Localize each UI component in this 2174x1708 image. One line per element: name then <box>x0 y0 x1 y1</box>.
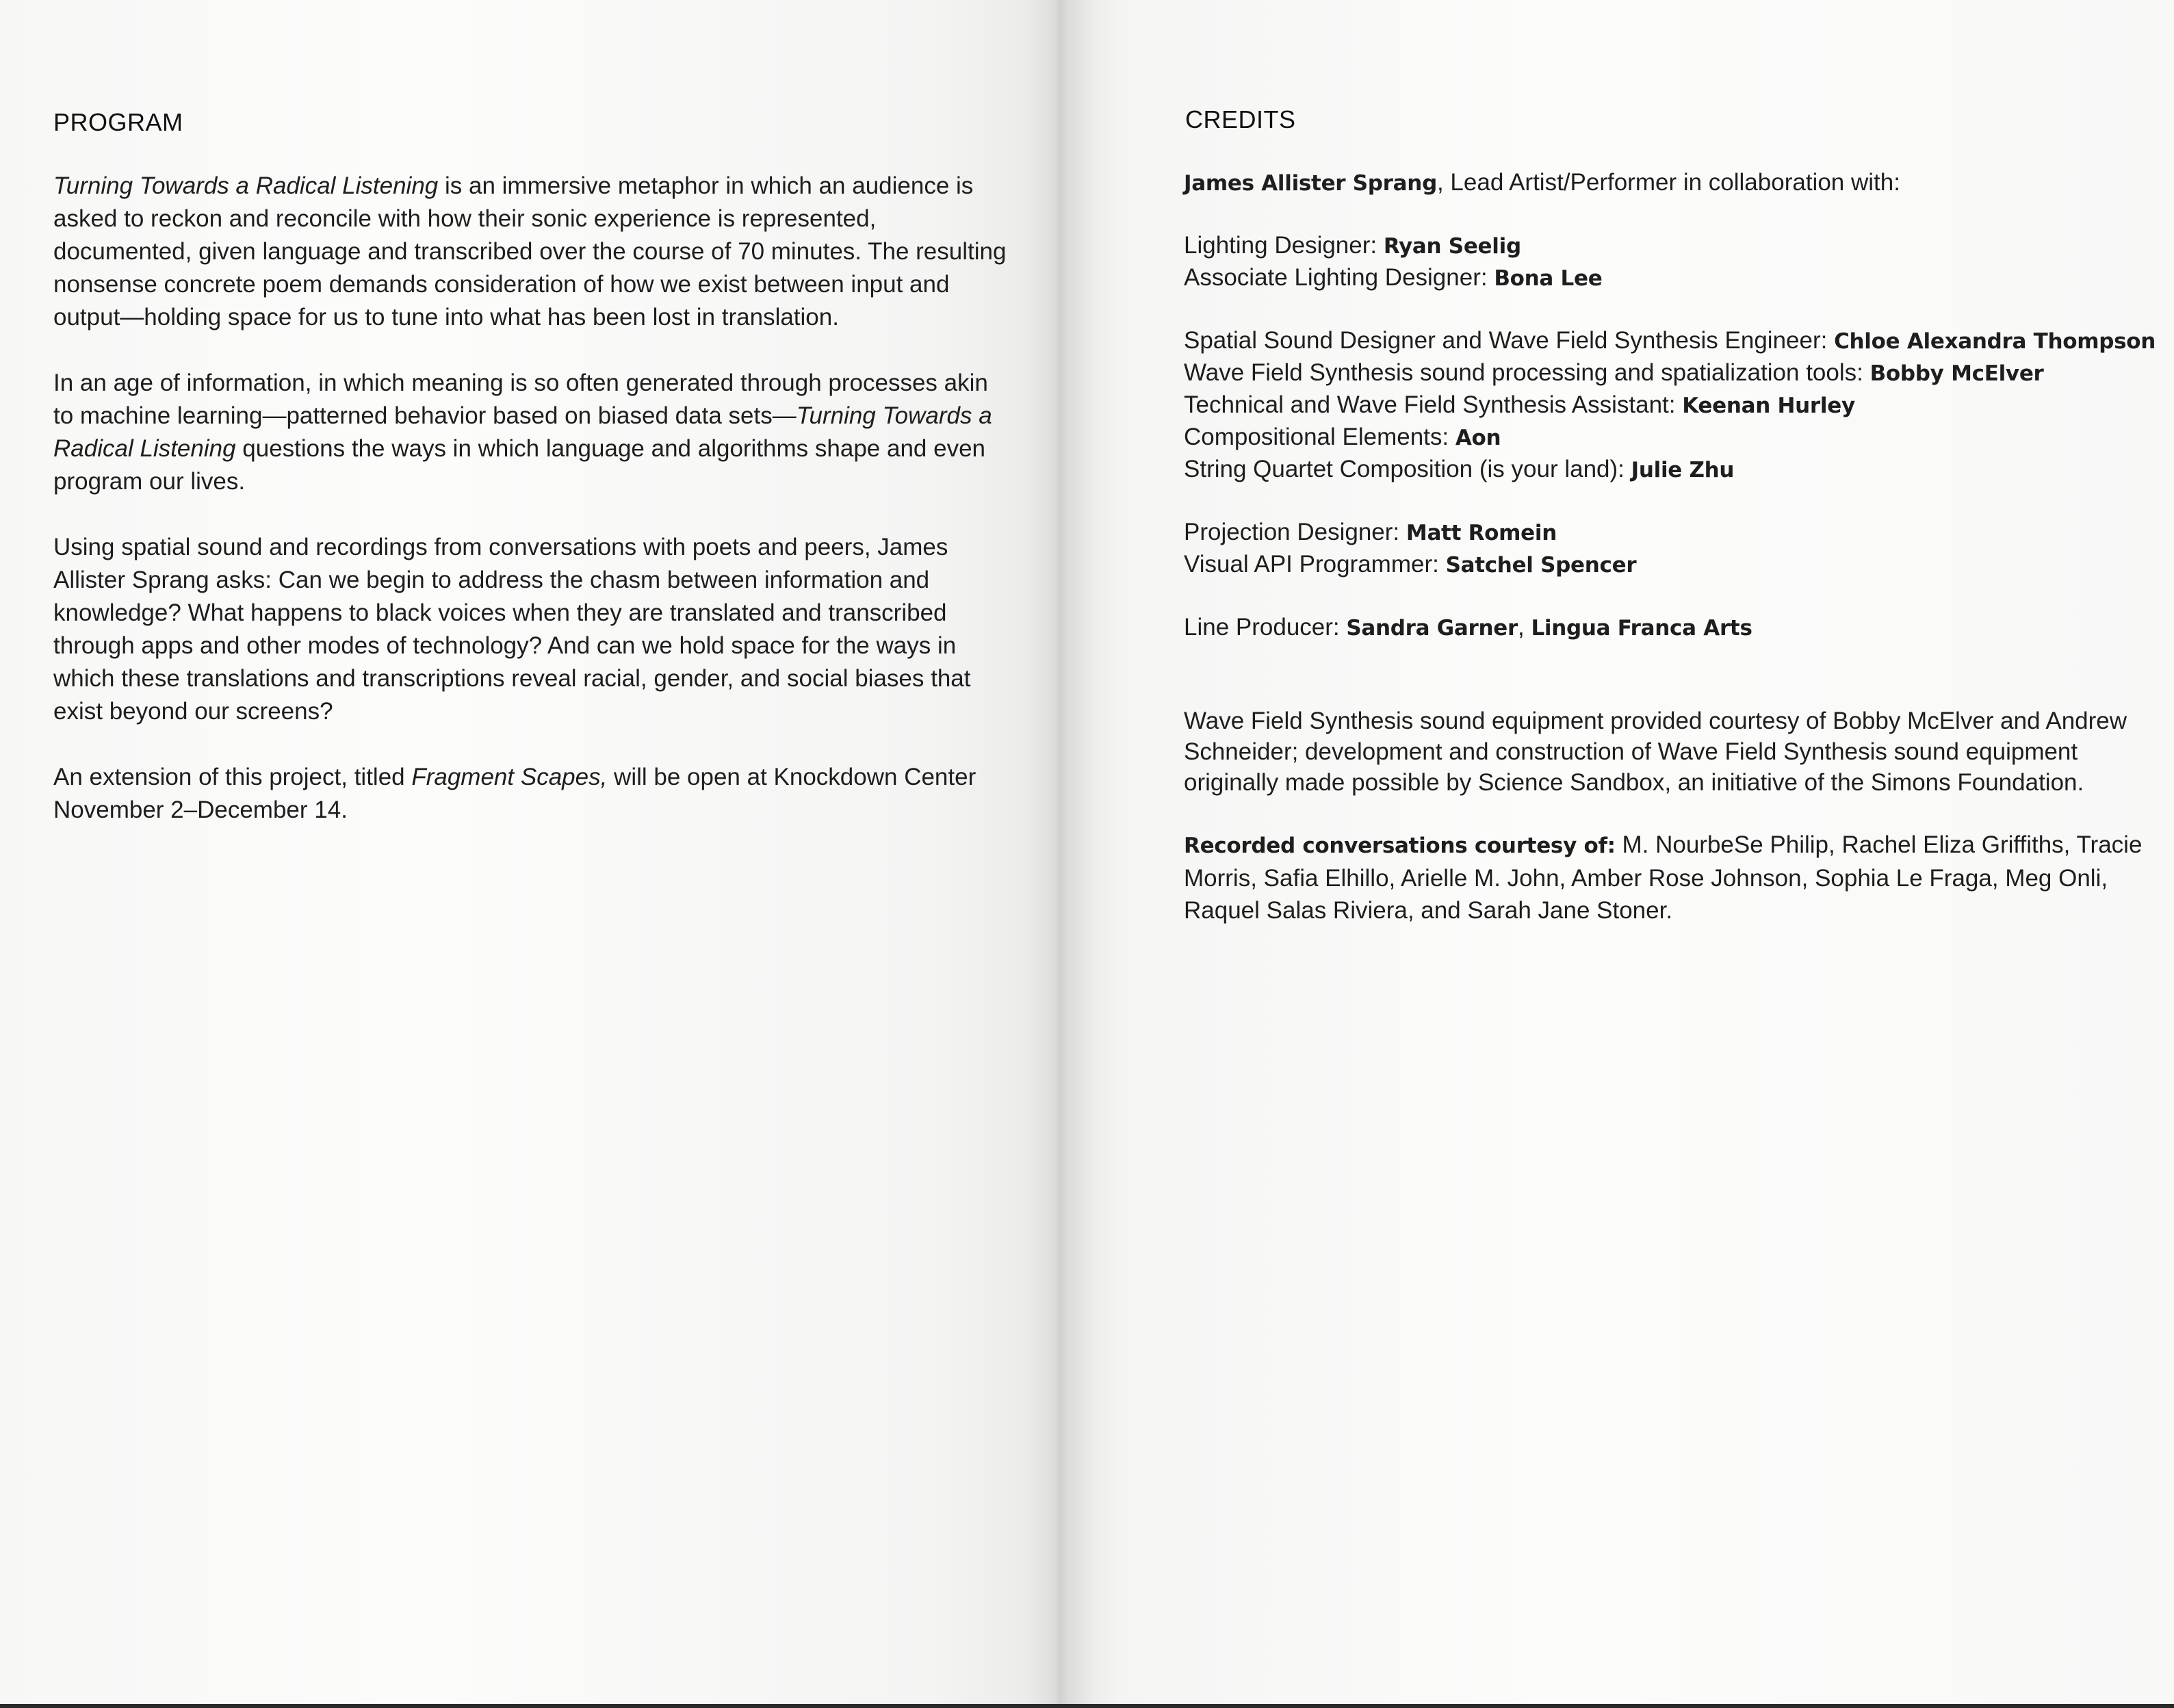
booklet-spine <box>1026 0 1095 1708</box>
credit-role: , Lead Artist/Performer in collaboration with: <box>1436 169 1900 196</box>
credits-list <box>1184 167 2156 957</box>
credit-line: Associate Lighting Designer: Bona Lee <box>1184 264 1603 291</box>
credit-line: Lighting Designer: Ryan Seelig <box>1184 232 1521 259</box>
program-paragraph-3: Using spatial sound and recordings from conversations with poets and peers, James Allister Sprang asks: Can we begin to address the chasm between information and knowledge? What happens to black voices when they are translated and transcribed through apps and other modes of technology? And can we hold space for the ways in which these translations and transcriptions reveal racial, gender, and social biases that exist beyond our screens? <box>53 534 971 725</box>
work-title: Turning Towards a Radical Listening <box>53 172 439 199</box>
equipment-note: Wave Field Synthesis sound equipment provided courtesy of Bobby McElver and Andrew Schneider; development and construction of Wave Field Synthesis sound equipment originally made possible by Science Sandbox, an initiative of the Simons Foundation. <box>1184 708 2127 796</box>
credit-line: Line Producer: Sandra Garner, Lingua Franca Arts <box>1184 614 1752 640</box>
credits-heading: CREDITS <box>1185 105 1296 133</box>
credit-name: James Allister Sprang <box>1184 171 1437 196</box>
conversations-credit <box>1184 829 2156 927</box>
credit-line: Compositional Elements: Aon <box>1184 424 1501 450</box>
program-paragraph-1: Turning Towards a Radical Listening is an immersive metaphor in which an audience is asked to reckon and reconcile with how their sonic experience is represented, documented, given language and transcribed over the course of 70 minutes. The resulting nonsense concrete poem demands consideration of how we exist between input and output—holding space for us to tune into what has been lost in translation. <box>53 172 1007 331</box>
projection-credits <box>1184 517 2156 581</box>
program-paragraph-2: In an age of information, in which meaning is so often generated through processes akin to machine learning—patterned behavior based on biased data sets—Turning Towards a Radical Listening questions the ways in which language and algorithms shape and even program our lives. <box>53 370 992 495</box>
program-paragraph-4: An extension of this project, titled Fragment Scapes, will be open at Knockdown Center November 2–December 14. <box>53 764 976 823</box>
credit-line: String Quartet Composition (is your land): Julie Zhu <box>1184 456 1735 482</box>
credit-line: Spatial Sound Designer and Wave Field Synthesis Engineer: Chloe Alexandra Thompson <box>1184 327 2156 354</box>
work-title: Turning Towards a Radical Listening <box>53 402 992 462</box>
credit-line: Projection Designer: Matt Romein <box>1184 519 1557 545</box>
program-heading: PROGRAM <box>53 108 183 136</box>
program-text <box>53 170 1011 859</box>
producer-credit <box>1184 612 2156 644</box>
credit-line: Technical and Wave Field Synthesis Assistant: Keenan Hurley <box>1184 391 1855 418</box>
scan-bottom-edge <box>0 1704 2174 1708</box>
lighting-credits <box>1184 230 2156 294</box>
credit-line: Wave Field Synthesis sound processing and spatialization tools: Bobby McElver <box>1184 359 2044 386</box>
credit-line: Visual API Programmer: Satchel Spencer <box>1184 551 1637 578</box>
extension-title: Fragment Scapes, <box>411 764 608 790</box>
lead-credit <box>1184 167 2156 199</box>
conversations-label: Recorded conversations courtesy of: <box>1184 833 1616 858</box>
sound-credits <box>1184 325 2156 486</box>
conversations-names: M. NourbeSe Philip, Rachel Eliza Griffiths, Tracie Morris, Safia Elhillo, Arielle M. John, Amber Rose Johnson, Sophia Le Fraga, Meg Onli, Raquel Salas Riviera, and Sarah Jane Stoner. <box>1184 831 2143 924</box>
